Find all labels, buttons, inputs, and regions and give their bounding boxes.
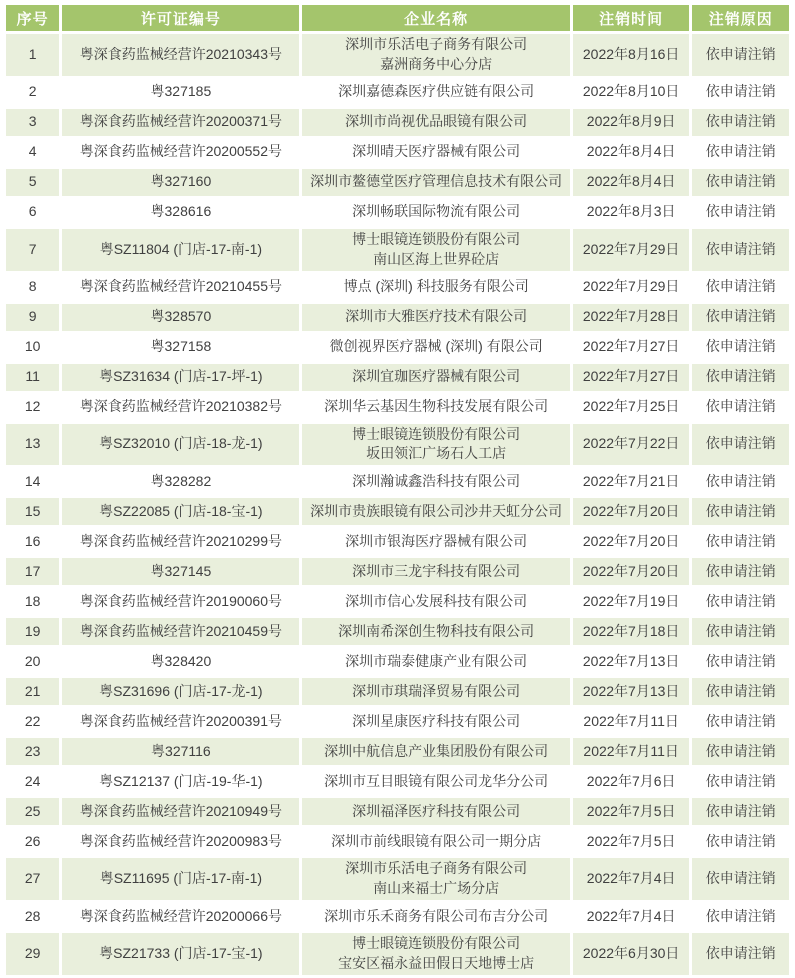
cell-date: 2022年7月19日 [573,588,690,615]
cell-company-line: 南山来福士广场分店 [373,880,500,897]
cell-reason: 依申请注销 [692,274,789,301]
cell-index: 3 [6,109,59,136]
cell-reason: 依申请注销 [692,933,789,975]
column-header-index: 序号 [6,5,59,31]
cell-company: 深圳市前线眼镜有限公司一期分店 [302,828,569,855]
cell-license: 粤深食药监械经营许20190060号 [62,588,299,615]
cell-license: 粤深食药监械经营许20210382号 [62,394,299,421]
cell-index: 15 [6,498,59,525]
cell-license: 粤深食药监械经营许20200983号 [62,828,299,855]
cell-company: 微创视界医疗器械 (深圳) 有限公司 [302,334,569,361]
table-row [6,498,789,525]
cell-company: 深圳南希深创生物科技有限公司 [302,618,569,645]
cell-license: 粤SZ11695 (门店-17-南-1) [62,858,299,900]
cell-company: 深圳嘉德森医疗供应链有限公司 [302,79,569,106]
header-row [6,5,789,31]
cell-date: 2022年7月20日 [573,558,690,585]
cell-date: 2022年7月28日 [573,304,690,331]
table-row [6,798,789,825]
cell-date: 2022年7月5日 [573,798,690,825]
cell-index: 11 [6,364,59,391]
cell-license: 粤SZ12137 (门店-19-华-1) [62,768,299,795]
cell-company: 深圳市互目眼镜有限公司龙华分公司 [302,768,569,795]
cell-index: 17 [6,558,59,585]
table-row [6,79,789,106]
cell-date: 2022年8月9日 [573,109,690,136]
cell-license: 粤深食药监械经营许20210949号 [62,798,299,825]
cell-company: 深圳福泽医疗科技有限公司 [302,798,569,825]
cell-reason: 依申请注销 [692,79,789,106]
cell-company-line: 博士眼镜连锁股份有限公司 [352,230,521,247]
column-header-company: 企业名称 [302,5,569,31]
cell-reason: 依申请注销 [692,199,789,226]
column-header-license: 许可证编号 [62,5,299,31]
cell-reason: 依申请注销 [692,169,789,196]
cell-index: 29 [6,933,59,975]
table-row [6,858,789,900]
cell-reason: 依申请注销 [692,738,789,765]
cell-company-line: 博士眼镜连锁股份有限公司 [352,425,521,442]
table-row [6,933,789,975]
cell-license: 粤327145 [62,558,299,585]
cell-reason: 依申请注销 [692,109,789,136]
cell-index: 4 [6,139,59,166]
cell-index: 24 [6,768,59,795]
table-row [6,768,789,795]
cell-company [302,933,569,975]
cell-company: 深圳畅联国际物流有限公司 [302,199,569,226]
cell-license: 粤SZ32010 (门店-18-龙-1) [62,424,299,466]
cell-company: 深圳宜珈医疗器械有限公司 [302,364,569,391]
cell-company: 深圳市贵族眼镜有限公司沙井天虹分公司 [302,498,569,525]
cell-license: 粤SZ22085 (门店-18-宝-1) [62,498,299,525]
cell-company: 深圳市瑞泰健康产业有限公司 [302,648,569,675]
cell-date: 2022年7月29日 [573,274,690,301]
cell-license: 粤深食药监械经营许20200391号 [62,708,299,735]
cell-date: 2022年7月29日 [573,229,690,271]
cell-license: 粤327185 [62,79,299,106]
cell-license: 粤深食药监械经营许20200066号 [62,903,299,930]
cell-license: 粤深食药监械经营许20210343号 [62,34,299,76]
cell-index: 26 [6,828,59,855]
cell-index: 20 [6,648,59,675]
table-row [6,738,789,765]
cell-license: 粤SZ31634 (门店-17-坪-1) [62,364,299,391]
cell-date: 2022年7月21日 [573,468,690,495]
cell-license: 粤深食药监械经营许20210299号 [62,528,299,555]
column-header-reason: 注销原因 [692,5,789,31]
column-header-date: 注销时间 [573,5,690,31]
cell-company: 深圳瀚诚鑫浩科技有限公司 [302,468,569,495]
cell-license: 粤327160 [62,169,299,196]
license-cancellation-table [3,2,792,978]
cell-date: 2022年7月27日 [573,334,690,361]
cell-reason: 依申请注销 [692,648,789,675]
cell-reason: 依申请注销 [692,229,789,271]
cell-index: 12 [6,394,59,421]
table-row [6,34,789,76]
table-row [6,229,789,271]
table-row [6,169,789,196]
cell-index: 27 [6,858,59,900]
cell-date: 2022年7月27日 [573,364,690,391]
cell-company-line: 南山区海上世界砼店 [373,250,500,267]
cell-date: 2022年7月13日 [573,678,690,705]
cell-date: 2022年8月3日 [573,199,690,226]
cell-date: 2022年7月22日 [573,424,690,466]
cell-index: 18 [6,588,59,615]
cell-reason: 依申请注销 [692,34,789,76]
table-row [6,558,789,585]
cell-company: 深圳中航信息产业集团股份有限公司 [302,738,569,765]
table-row [6,618,789,645]
table-row [6,903,789,930]
table-row [6,528,789,555]
cell-index: 25 [6,798,59,825]
cell-reason: 依申请注销 [692,528,789,555]
cell-company-line: 博士眼镜连锁股份有限公司 [352,935,521,951]
cell-reason: 依申请注销 [692,334,789,361]
cell-company [302,229,569,271]
cell-date: 2022年7月20日 [573,528,690,555]
cell-company [302,424,569,466]
cell-date: 2022年7月18日 [573,618,690,645]
cell-index: 1 [6,34,59,76]
cell-license: 粤深食药监械经营许20200552号 [62,139,299,166]
cell-company-line: 宝安区福永益田假日天地博士店 [338,954,535,971]
cell-reason: 依申请注销 [692,708,789,735]
cell-date: 2022年7月13日 [573,648,690,675]
cell-reason: 依申请注销 [692,798,789,825]
cell-index: 5 [6,169,59,196]
cell-company: 深圳星康医疗科技有限公司 [302,708,569,735]
cell-reason: 依申请注销 [692,858,789,900]
cell-company: 深圳市三龙宇科技有限公司 [302,558,569,585]
cell-company [302,858,569,900]
cell-index: 6 [6,199,59,226]
cell-reason: 依申请注销 [692,588,789,615]
cell-company: 深圳晴天医疗器械有限公司 [302,139,569,166]
cell-license: 粤SZ21733 (门店-17-宝-1) [62,933,299,975]
cell-reason: 依申请注销 [692,468,789,495]
table-row [6,424,789,466]
cell-company: 博点 (深圳) 科技服务有限公司 [302,274,569,301]
cell-index: 23 [6,738,59,765]
cell-reason: 依申请注销 [692,424,789,466]
table-row [6,708,789,735]
table-row [6,678,789,705]
cell-date: 2022年7月20日 [573,498,690,525]
cell-index: 14 [6,468,59,495]
table-row [6,828,789,855]
cell-index: 16 [6,528,59,555]
cell-date: 2022年7月11日 [573,708,690,735]
cell-reason: 依申请注销 [692,394,789,421]
cell-license: 粤深食药监械经营许20210455号 [62,274,299,301]
table-row [6,588,789,615]
cell-date: 2022年7月4日 [573,858,690,900]
cell-index: 21 [6,678,59,705]
cell-index: 10 [6,334,59,361]
table-row [6,334,789,361]
cell-index: 9 [6,304,59,331]
table-header [6,5,789,31]
cell-license: 粤SZ11804 (门店-17-南-1) [62,229,299,271]
cell-company: 深圳市尚视优品眼镜有限公司 [302,109,569,136]
table-row [6,304,789,331]
cell-reason: 依申请注销 [692,618,789,645]
cell-date: 2022年7月11日 [573,738,690,765]
cell-license: 粤328420 [62,648,299,675]
cell-date: 2022年8月4日 [573,169,690,196]
table-row [6,109,789,136]
cell-index: 2 [6,79,59,106]
cell-reason: 依申请注销 [692,498,789,525]
table-row [6,139,789,166]
cell-date: 2022年8月4日 [573,139,690,166]
cell-reason: 依申请注销 [692,558,789,585]
table-row [6,364,789,391]
cell-index: 19 [6,618,59,645]
cell-license: 粤SZ31696 (门店-17-龙-1) [62,678,299,705]
cell-license: 粤深食药监械经营许20200371号 [62,109,299,136]
table-row [6,199,789,226]
cell-company: 深圳市大雅医疗技术有限公司 [302,304,569,331]
table-row [6,274,789,301]
cell-index: 22 [6,708,59,735]
table-row [6,468,789,495]
cell-date: 2022年7月5日 [573,828,690,855]
cell-license: 粤328282 [62,468,299,495]
cell-date: 2022年7月25日 [573,394,690,421]
cell-company: 深圳市琪瑞泽贸易有限公司 [302,678,569,705]
cell-company: 深圳市乐禾商务有限公司布吉分公司 [302,903,569,930]
cell-index: 8 [6,274,59,301]
cell-company-line: 深圳市乐活电子商务有限公司 [345,860,528,877]
table-row [6,394,789,421]
cell-date: 2022年6月30日 [573,933,690,975]
cell-company: 深圳市信心发展科技有限公司 [302,588,569,615]
cell-reason: 依申请注销 [692,768,789,795]
cell-company-line: 嘉洲商务中心分店 [380,55,493,72]
cell-date: 2022年8月16日 [573,34,690,76]
cell-license: 粤327158 [62,334,299,361]
table-body [6,34,789,975]
cell-index: 7 [6,229,59,271]
cell-reason: 依申请注销 [692,304,789,331]
cell-company: 深圳市银海医疗器械有限公司 [302,528,569,555]
cell-reason: 依申请注销 [692,364,789,391]
cell-reason: 依申请注销 [692,903,789,930]
cell-license: 粤328570 [62,304,299,331]
table-row [6,648,789,675]
cell-company: 深圳华云基因生物科技发展有限公司 [302,394,569,421]
cell-company-line: 坂田领汇广场石人工店 [366,445,507,462]
cell-reason: 依申请注销 [692,678,789,705]
cell-date: 2022年7月6日 [573,768,690,795]
cell-company [302,34,569,76]
cell-index: 13 [6,424,59,466]
cell-index: 28 [6,903,59,930]
cell-date: 2022年8月10日 [573,79,690,106]
cell-date: 2022年7月4日 [573,903,690,930]
cell-reason: 依申请注销 [692,139,789,166]
cell-reason: 依申请注销 [692,828,789,855]
cell-license: 粤328616 [62,199,299,226]
cell-company-line: 深圳市乐活电子商务有限公司 [345,36,528,52]
cell-license: 粤327116 [62,738,299,765]
cell-license: 粤深食药监械经营许20210459号 [62,618,299,645]
cell-company: 深圳市鳌德堂医疗管理信息技术有限公司 [302,169,569,196]
